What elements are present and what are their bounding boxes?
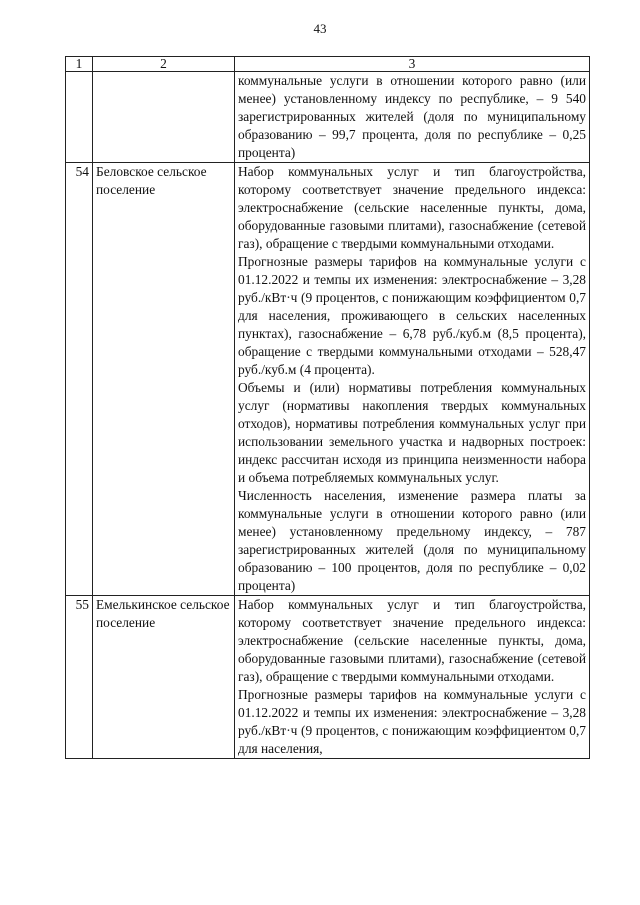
municipality-name — [93, 72, 235, 163]
table-header-row — [66, 57, 590, 72]
paragraph: Набор коммунальных услуг и тип благоустройства, которому соответствует значение предельного индекса: электроснабжение (сельские населенные пункты, дома, оборудованные газовыми плитами), газоснабжение (сетевой газ), обращение с твердыми коммунальными отходами. — [238, 597, 586, 684]
row-text — [235, 596, 590, 759]
table-row-55 — [66, 596, 590, 759]
table-row-54 — [66, 163, 590, 596]
paragraph: Объемы и (или) нормативы потребления коммунальных услуг (нормативы накопления твердых коммунальных отходов), нормативы потребления коммунальных услуг при использовании земельного участка и надворных построек: индекс рассчитан исходя из принципа неизменности набора и объема потребляемых коммунальных услуг. — [238, 380, 586, 485]
table-row-continuation — [66, 72, 590, 163]
paragraph: коммунальные услуги в отношении которого равно (или менее) установленному индексу по республике, – 9 540 зарегистрированных жителей (доля по муниципальному образованию – 99,7 процента, доля по республике – 0,25 процента) — [238, 73, 586, 160]
paragraph: Набор коммунальных услуг и тип благоустройства, которому соответствует значение предельного индекса: электроснабжение (сельские населенные пункты, дома, оборудованные газовыми плитами), газоснабжение (сетевой газ), обращение с твердыми коммунальными отходами. — [238, 164, 586, 251]
header-col-2: 2 — [93, 57, 235, 72]
header-col-3: 3 — [235, 57, 590, 72]
page-number: 43 — [313, 21, 327, 36]
municipality-name: Емелькинское сельское поселение — [93, 596, 235, 759]
paragraph: Численность населения, изменение размера платы за коммунальные услуги в отношении которого равно (или менее) установленному предельному индексу, – 787 зарегистрированных жителей (доля по муниципальному образованию – 100 процентов, доля по республике – 0,02 процента) — [238, 488, 586, 593]
paragraph: Прогнозные размеры тарифов на коммунальные услуги с 01.12.2022 и темпы их изменения: электроснабжение – 3,28 руб./кВт·ч (9 процентов, с понижающим коэффициентом 0,7 для населения, проживающего в сельских населенных пунктах), газоснабжение – 6,78 руб./куб.м (8,5 процента), обращение с твердыми коммунальными отходами – 528,47 руб./куб.м (4 процента). — [238, 254, 586, 377]
municipality-name: Беловское сельское поселение — [93, 163, 235, 596]
row-number — [66, 72, 93, 163]
paragraph: Прогнозные размеры тарифов на коммунальные услуги с 01.12.2022 и темпы их изменения: электроснабжение – 3,28 руб./кВт·ч (9 процентов, с понижающим коэффициентом 0,7 для населения, — [238, 687, 586, 756]
row-number: 55 — [66, 596, 93, 759]
row-text — [235, 163, 590, 596]
tariff-table — [65, 56, 590, 759]
row-text — [235, 72, 590, 163]
row-number: 54 — [66, 163, 93, 596]
header-col-1: 1 — [66, 57, 93, 72]
